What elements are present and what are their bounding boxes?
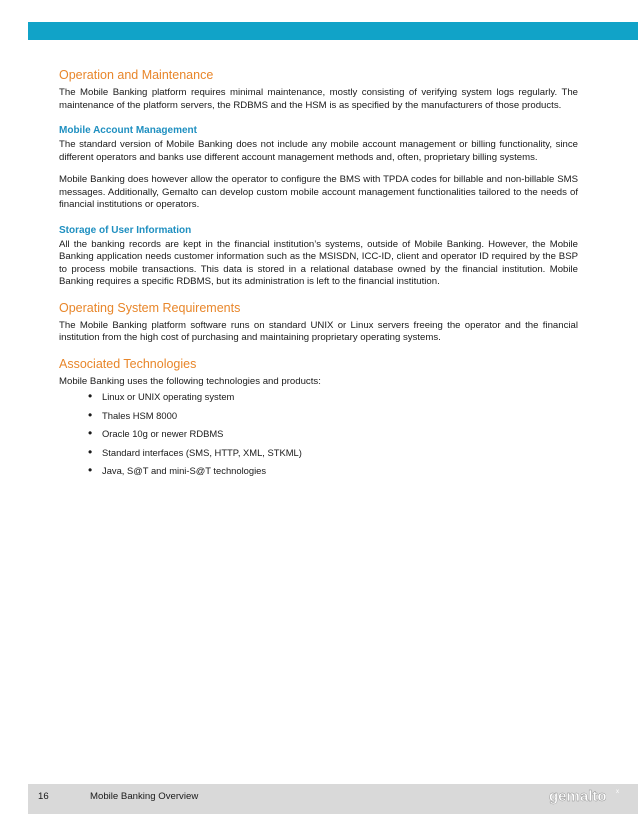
paragraph-operation: The Mobile Banking platform requires minimal maintenance, mostly consisting of verifying system logs regularly. The maintenance of the platform servers, the RDBMS and the HSM is as specified by the manufacturers of those products. xyxy=(59,87,578,111)
list-item: • Standard interfaces (SMS, HTTP, XML, STKML) xyxy=(88,447,578,459)
list-item: • Oracle 10g or newer RDBMS xyxy=(88,428,578,440)
paragraph-account-1: The standard version of Mobile Banking does not include any mobile account management or billing functionality, since different operators and banks use different account management methods and, often, proprietary billing systems. xyxy=(59,139,578,163)
svg-text:x: x xyxy=(616,789,619,795)
subsection-title-storage: Storage of User Information xyxy=(59,224,192,236)
list-item: • Java, S@T and mini-S@T technologies xyxy=(88,465,578,477)
paragraph-storage: All the banking records are kept in the financial institution’s systems, outside of Mobile Banking. However, the Mobile Banking application needs customer information such as the MSISDN, ICC-ID, client and operator ID required by the BSP to process mobile transactions. This data is stored in a relational database owned by the financial institution. Mobile Banking requires a specific RDBMS, but its administration is left to the financial institution. xyxy=(59,238,578,287)
tech-list xyxy=(59,391,578,477)
list-item: • Thales HSM 8000 xyxy=(88,410,578,422)
paragraph-account-2: Mobile Banking does however allow the operator to configure the BMS with TPDA codes for billable and non-billable SMS messages. Additionally, Gemalto can develop custom mobile account management functionalities tailored to the needs of financial institutions or operators. xyxy=(59,174,578,210)
section-title-os: Operating System Requirements xyxy=(59,300,241,315)
paragraph-os: The Mobile Banking platform software runs on standard UNIX or Linux servers freeing the operator and the financial institution from the high cost of purchasing and maintaining proprietary operating systems. xyxy=(59,319,578,343)
paragraph-tech-intro: Mobile Banking uses the following technologies and products: xyxy=(59,375,321,387)
page-number: 16 xyxy=(38,791,49,802)
section-title-tech: Associated Technologies xyxy=(59,356,197,371)
section-title-operation: Operation and Maintenance xyxy=(59,68,214,82)
footer-doc-title: Mobile Banking Overview xyxy=(90,791,199,802)
svg-text:gemalto: gemalto xyxy=(549,788,607,805)
subsection-title-account: Mobile Account Management xyxy=(59,125,197,136)
page-content xyxy=(59,68,578,484)
header-bar xyxy=(28,22,638,40)
gemalto-logo xyxy=(548,786,624,806)
list-item: • Linux or UNIX operating system xyxy=(88,391,578,403)
